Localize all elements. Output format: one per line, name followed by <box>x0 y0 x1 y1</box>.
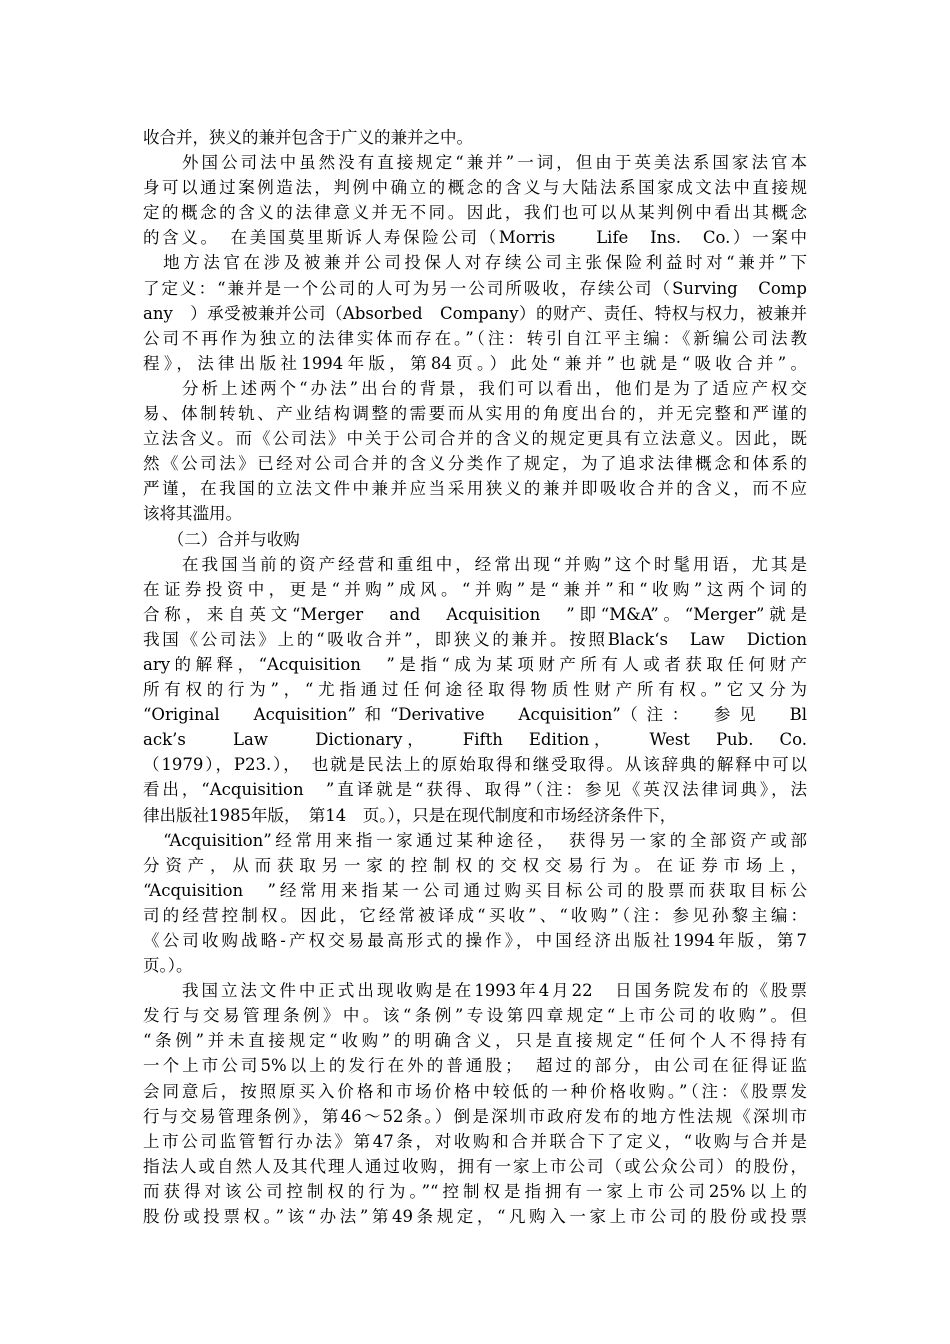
text-line: “Acquisition”经常用来指一家通过某种途径， 获得另一家的全部资产或部 <box>143 830 807 850</box>
text-line: 我国立法文件中正式出现收购是在1993年4月22 日国务院发布的《股票 <box>143 981 807 1001</box>
text-line: 定的概念的含义的法律意义并无不同。因此，我们也可以从某判例中看出其概念 <box>143 203 807 223</box>
text-line: 在证券投资中，更是“并购”成风。“并购”是“兼并”和“收购”这两个词的 <box>143 579 807 599</box>
text-line: 公司不再作为独立的法律实体而存在。”（注：转引自江平主编：《新编公司法教 <box>143 328 807 348</box>
text-line: 的含义。 在美国莫里斯诉人寿保险公司（Morris Life Ins. Co.）一案中 <box>143 228 807 248</box>
text-line: 分资产，从而获取另一家的控制权的交权交易行为。在证券市场上， <box>143 855 807 875</box>
text-line: 看出，“Acquisition ”直译就是“获得、取得”（注：参见《英汉法律词典》，法 <box>143 780 807 800</box>
text-line: 易、体制转轨、产业结构调整的需要而从实用的角度出台的，并无完整和严谨的 <box>143 404 807 424</box>
text-line: ary的解释，“Acquisition ”是指“成为某项财产所有人或者获取任何财产 <box>143 654 807 674</box>
text-line: 外国公司法中虽然没有直接规定“兼并”一词，但由于英美法系国家法官本 <box>143 153 807 173</box>
text-line: 地方法官在涉及被兼并公司投保人对存续公司主张保险利益时对“兼并”下 <box>143 253 807 273</box>
text-line: 上市公司监管暂行办法》第47条，对收购和合并联合下了定义，“收购与合并是 <box>143 1131 807 1151</box>
text-line: 股份或投票权。”该“办法”第49条规定，“凡购入一家上市公司的股份或投票 <box>143 1207 807 1227</box>
text-line: 收合并，狭义的兼并包含于广义的兼并之中。 <box>143 128 473 147</box>
text-line: 行与交易管理条例》，第46～52条。）倒是深圳市政府发布的地方性法规《深圳市 <box>143 1106 807 1126</box>
text-line: “Acquisition ”经常用来指某一公司通过购买目标公司的股票而获取目标公 <box>143 880 807 900</box>
text-line: 合称，来自英文“Merger and Acquisition ”即“M&A”。“Merger”就是 <box>143 604 807 624</box>
text-line: 了定义：“兼并是一个公司的人可为另一公司所吸收，存续公司（Surving Comp <box>143 278 807 298</box>
text-line: 在我国当前的资产经营和重组中，经常出现“并购”这个时髦用语，尤其是 <box>143 554 807 574</box>
text-line: 指法人或自然人及其代理人通过收购，拥有一家上市公司（或公众公司）的股份， <box>143 1156 807 1176</box>
text-line: 立法含义。而《公司法》中关于公司合并的含义的规定更具有立法意义。因此，既 <box>143 429 807 449</box>
text-line: 一个上市公司5%以上的发行在外的普通股； 超过的部分，由公司在征得证监 <box>143 1056 807 1076</box>
text-line: 会同意后，按照原买入价格和市场价格中较低的一种价格收购。”（注：《股票发 <box>143 1081 807 1101</box>
text-line: 程》，法律出版社1994年版，第84页。）此处“兼并”也就是“吸收合并”。 <box>143 353 807 373</box>
text-line: 然《公司法》已经对公司合并的含义分类作了规定，为了追求法律概念和体系的 <box>143 454 807 474</box>
text-line: 律出版社1985年版， 第14 页。），只是在现代制度和市场经济条件下， <box>143 805 677 825</box>
text-line: 我国《公司法》上的“吸收合并”，即狭义的兼并。按照Black‘s Law Diction <box>143 629 807 649</box>
text-line: 身可以通过案例造法，判例中确立的概念的含义与大陆法系国家成文法中直接规 <box>143 178 807 198</box>
text-line: 所有权的行为”，“尤指通过任何途径取得物质性财产所有权。”它又分为 <box>143 680 807 700</box>
text-line: 而获得对该公司控制权的行为。”“控制权是指拥有一家上市公司25%以上的 <box>143 1181 807 1201</box>
text-line: ack’s Law Dictionary， Fifth Edition， West Pub. Co. <box>143 730 807 750</box>
text-line: 严谨，在我国的立法文件中兼并应当采用狭义的兼并即吸收合并的含义，而不应 <box>143 479 807 499</box>
text-line: 该将其滥用。 <box>143 504 242 524</box>
text-line: 分析上述两个“办法”出台的背景，我们可以看出，他们是为了适应产权交 <box>143 378 807 398</box>
text-line: “条例”并未直接规定“收购”的明确含义，只是直接规定“任何个人不得持有 <box>143 1031 807 1051</box>
text-line: 司的经营控制权。因此，它经常被译成“买收”、“收购”（注：参见孙黎主编： <box>143 905 807 925</box>
text-line: （1979），P23.）， 也就是民法上的原始取得和继受取得。从该辞典的解释中可以 <box>143 755 807 775</box>
document-body <box>143 125 807 1229</box>
text-line: 发行与交易管理条例》中。该“条例”专设第四章规定“上市公司的收购”。但 <box>143 1006 807 1026</box>
text-line: 《公司收购战略-产权交易最高形式的操作》，中国经济出版社1994年版，第7 <box>143 931 807 950</box>
text-line: any ）承受被兼并公司（Absorbed Company）的财产、责任、特权与权力，被兼并 <box>143 303 807 323</box>
text-line: “Original Acquisition”和“Derivative Acquisition”（注： 参见 Bl <box>143 705 807 725</box>
text-line: 页。）。 <box>143 956 193 976</box>
text-line: （二）合并与收购 <box>143 529 300 549</box>
